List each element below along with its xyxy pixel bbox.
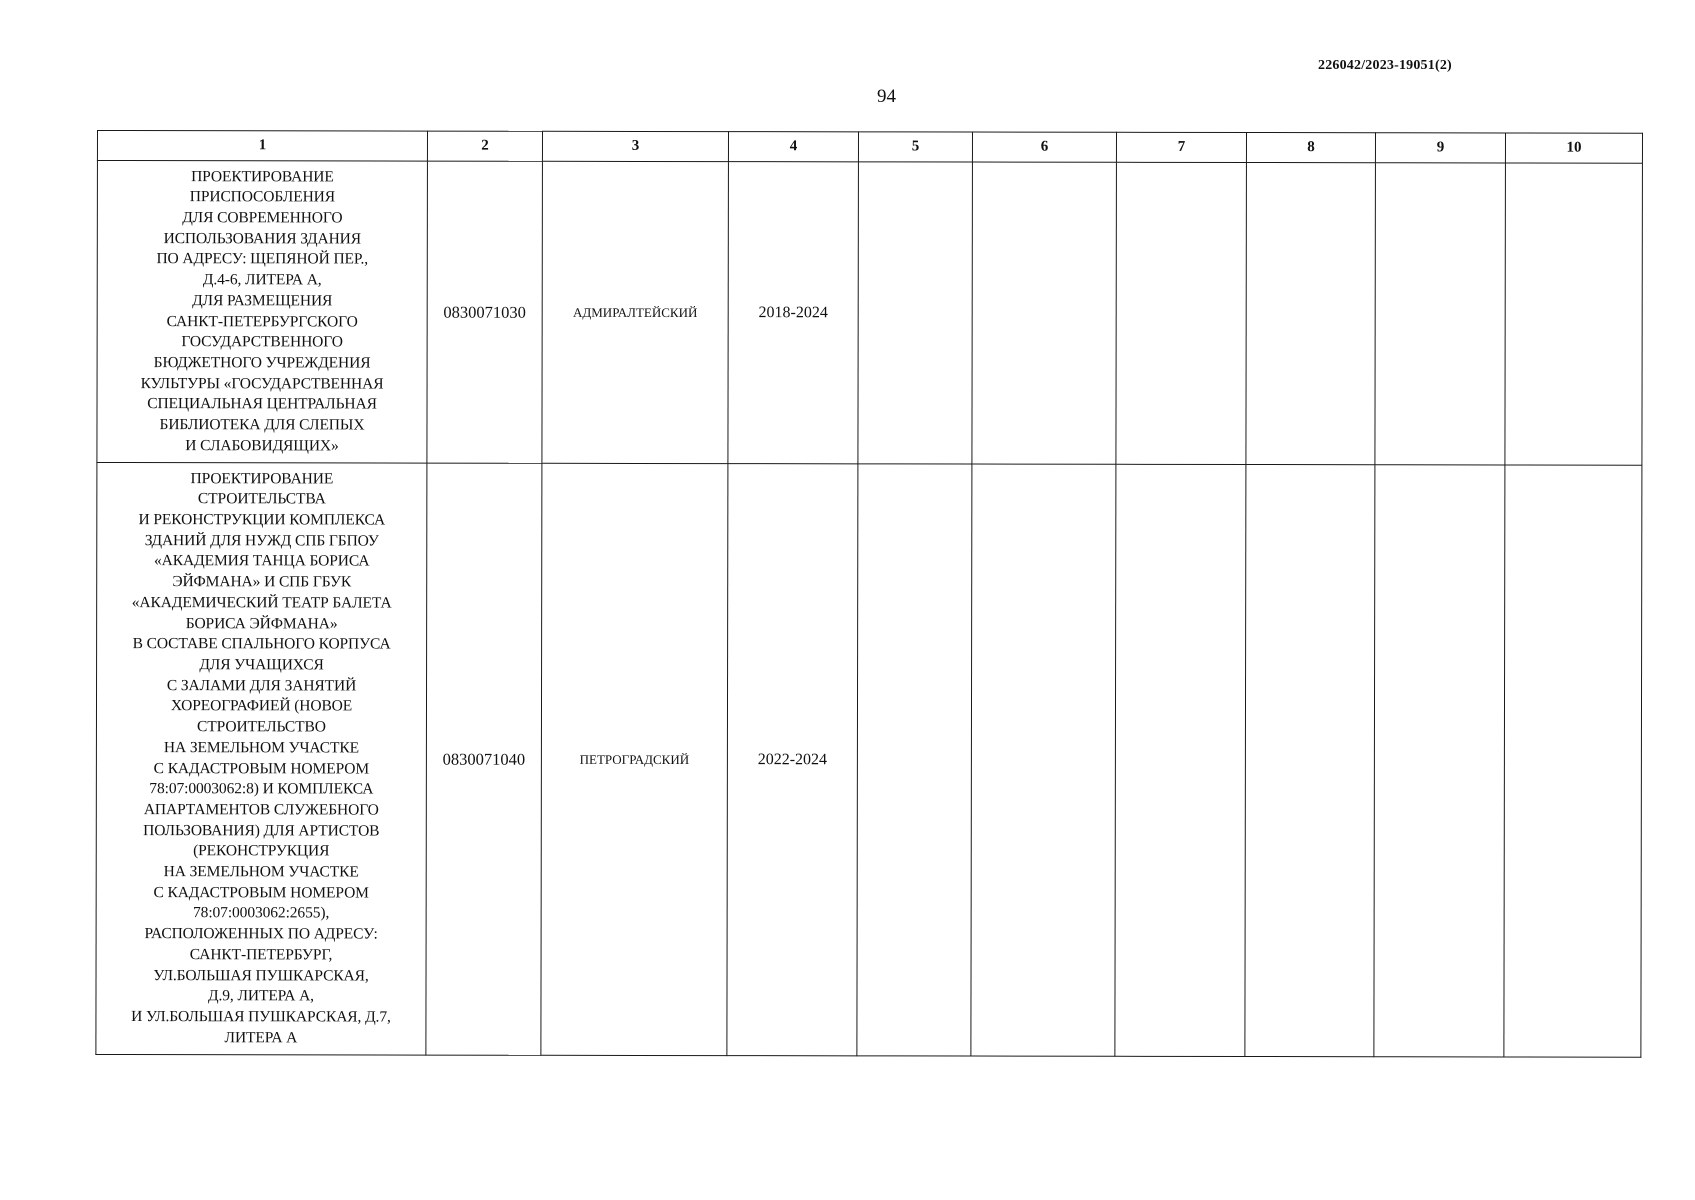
column-number-header: 3 [542, 131, 728, 161]
district-cell: АДМИРАЛТЕЙСКИЙ [542, 161, 729, 463]
column-number-header: 2 [427, 131, 542, 161]
empty-cell [1505, 163, 1643, 465]
empty-cell [1504, 465, 1642, 1057]
object-name-cell: ПРОЕКТИРОВАНИЕ СТРОИТЕЛЬСТВА И РЕКОНСТРУКЦИИ КОМПЛЕКСА ЗДАНИЙ ДЛЯ НУЖД СПБ ГБПОУ «АКАДЕМИЯ ТАНЦА БОРИСА ЭЙФМАНА» И СПБ ГБУК «АКАДЕМИЧЕСКИЙ ТЕАТР БАЛЕТА БОРИСА ЭЙФМАНА» В СОСТАВЕ СПАЛЬНОГО КОРПУСА ДЛЯ УЧАЩИХСЯ С ЗАЛАМИ ДЛЯ ЗАНЯТИЙ ХОРЕОГРАФИЕЙ (НОВОЕ СТРОИТЕЛЬСТВО НА ЗЕМЕЛЬНОМ УЧАСТКЕ С КАДАСТРОВЫМ НОМЕРОМ 78:07:0003062:8) И КОМПЛЕКСА АПАРТАМЕНТОВ СЛУЖЕБНОГО ПОЛЬЗОВАНИЯ) ДЛЯ АРТИСТОВ (РЕКОНСТРУКЦИЯ НА ЗЕМЕЛЬНОМ УЧАСТКЕ С КАДАСТРОВЫМ НОМЕРОМ 78:07:0003062:2655), РАСПОЛОЖЕННЫХ ПО АДРЕСУ: САНКТ-ПЕТЕРБУРГ, УЛ.БОЛЬШАЯ ПУШКАРСКАЯ, Д.9, ЛИТЕРА А, И УЛ.БОЛЬШАЯ ПУШКАРСКАЯ, Д.7, ЛИТЕРА А [96, 463, 427, 1056]
column-number-header: 9 [1375, 133, 1505, 163]
empty-cell [972, 162, 1117, 464]
page-number: 94 [877, 86, 896, 107]
budget-program-table [95, 130, 1643, 1058]
column-number-header: 1 [97, 131, 427, 162]
years-cell: 2022-2024 [727, 464, 858, 1056]
empty-cell [971, 464, 1116, 1056]
budget-code-cell: 0830071040 [426, 463, 542, 1055]
years-cell: 2018-2024 [728, 162, 859, 464]
column-number-header: 6 [972, 132, 1116, 162]
empty-cell [1374, 465, 1505, 1057]
table-row [97, 161, 1643, 466]
column-number-header: 5 [858, 132, 972, 162]
empty-cell [1246, 163, 1376, 465]
empty-cell [857, 464, 972, 1056]
column-number-header: 10 [1505, 133, 1642, 163]
empty-cell [1375, 163, 1506, 465]
budget-code-cell: 0830071030 [427, 161, 543, 463]
table-row [96, 463, 1642, 1058]
column-number-header: 8 [1246, 133, 1375, 163]
column-number-header: 4 [728, 132, 858, 162]
column-number-header-row [97, 131, 1642, 164]
empty-cell [1245, 465, 1375, 1057]
district-cell: ПЕТРОГРАДСКИЙ [541, 463, 728, 1055]
empty-cell [858, 162, 973, 464]
column-number-header: 7 [1116, 132, 1246, 162]
object-name-cell: ПРОЕКТИРОВАНИЕ ПРИСПОСОБЛЕНИЯ ДЛЯ СОВРЕМЕННОГО ИСПОЛЬЗОВАНИЯ ЗДАНИЯ ПО АДРЕСУ: ЩЕПЯНОЙ ПЕР., Д.4-6, ЛИТЕРА А, ДЛЯ РАЗМЕЩЕНИЯ САНКТ-ПЕТЕРБУРГСКОГО ГОСУДАРСТВЕННОГО БЮДЖЕТНОГО УЧРЕЖДЕНИЯ КУЛЬТУРЫ «ГОСУДАРСТВЕННАЯ СПЕЦИАЛЬНАЯ ЦЕНТРАЛЬНАЯ БИБЛИОТЕКА ДЛЯ СЛЕПЫХ И СЛАБОВИДЯЩИХ» [97, 161, 428, 464]
empty-cell [1115, 464, 1246, 1056]
document-registration-number: 226042/2023-19051(2) [1318, 58, 1452, 73]
empty-cell [1116, 162, 1247, 464]
